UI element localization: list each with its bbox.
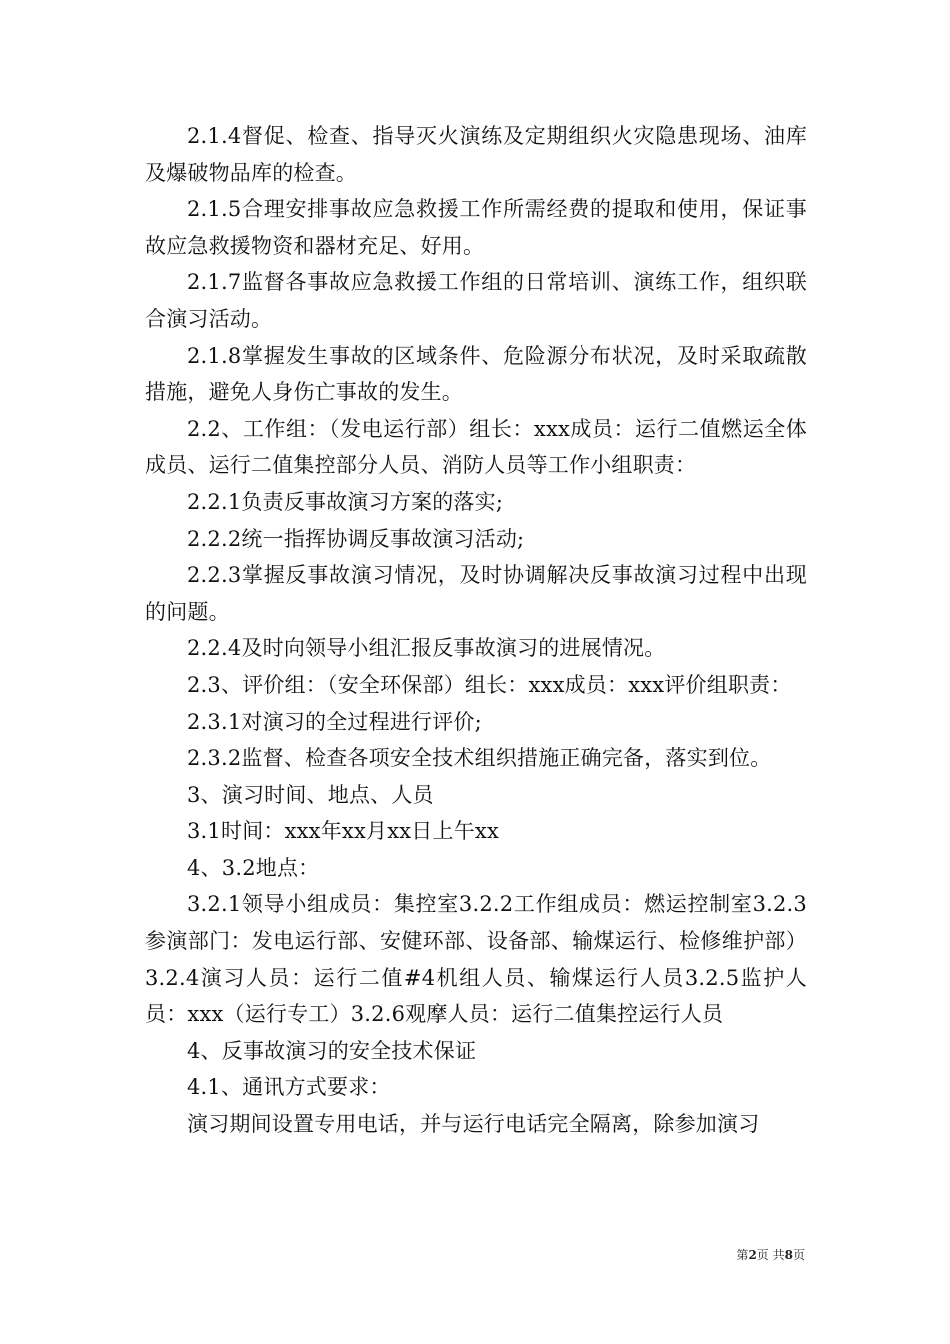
paragraph-2-3-1: 2.3.1对演习的全过程进行评价; <box>187 709 482 734</box>
paragraph-3-2-1: 3.2.1领导小组成员：集控室3.2.2工作组成员：燃运控制室3.2.3参演部门：发电运行部、安健环部、设备部、输煤运行、检修维护部）3.2.4演习人员：运行二值#4机组人员、输煤运行人员3.2.5监护人员：xxx（运行专工）3.2.6观摩人员：运行二值集控运行人员 <box>145 892 807 1027</box>
footer-total-pages: 8 <box>784 1248 793 1262</box>
heading-section-3: 3、演习时间、地点、人员 <box>187 782 434 807</box>
footer-suffix: 页 <box>792 1248 805 1262</box>
footer-prefix: 第 <box>736 1248 749 1262</box>
paragraph-2-2-2: 2.2.2统一指挥协调反事故演习活动; <box>187 526 525 551</box>
paragraph-4-1: 4.1、通讯方式要求： <box>187 1075 391 1100</box>
paragraph-2-2-3: 2.2.3掌握反事故演习情况，及时协调解决反事故演习过程中出现的问题。 <box>145 563 807 624</box>
paragraph-2-2-4: 2.2.4及时向领导小组汇报反事故演习的进展情况。 <box>187 636 666 661</box>
footer-middle: 页 共 <box>756 1248 785 1262</box>
paragraph-2-1-5: 2.1.5合理安排事故应急救援工作所需经费的提取和使用，保证事故应急救援物资和器材充足、好用。 <box>145 197 807 258</box>
paragraph-4-1-body: 演习期间设置专用电话，并与运行电话完全隔离，除参加演习 <box>187 1112 760 1137</box>
footer-current-page: 2 <box>748 1248 757 1262</box>
paragraph-2-2: 2.2、工作组：（发电运行部）组长：xxx成员：运行二值燃运全体成员、运行二值集控部分人员、消防人员等工作小组职责： <box>145 416 807 478</box>
paragraph-2-1-8: 2.1.8掌握发生事故的区域条件、危险源分布状况，及时采取疏散措施，避免人身伤亡事故的发生。 <box>145 343 807 405</box>
page-number-footer <box>736 1246 805 1263</box>
paragraph-2-2-1: 2.2.1负责反事故演习方案的落实; <box>187 489 504 514</box>
paragraph-2-3-2: 2.3.2监督、检查各项安全技术组织措施正确完备，落实到位。 <box>187 746 772 771</box>
paragraph-2-3: 2.3、评价组：（安全环保部）组长：xxx成员：xxx评价组职责： <box>187 672 792 697</box>
paragraph-2-1-7: 2.1.7监督各事故应急救援工作组的日常培训、演练工作，组织联合演习活动。 <box>145 270 807 331</box>
paragraph-2-1-4: 2.1.4督促、检查、指导灭火演练及定期组织火灾隐患现场、油库及爆破物品库的检查。 <box>145 124 807 185</box>
paragraph-3-1: 3.1时间：xxx年xx月xx日上午xx <box>187 819 499 844</box>
document-body <box>145 118 807 1143</box>
heading-section-4: 4、反事故演习的安全技术保证 <box>187 1038 477 1063</box>
paragraph-3-2: 4、3.2地点： <box>187 855 320 880</box>
